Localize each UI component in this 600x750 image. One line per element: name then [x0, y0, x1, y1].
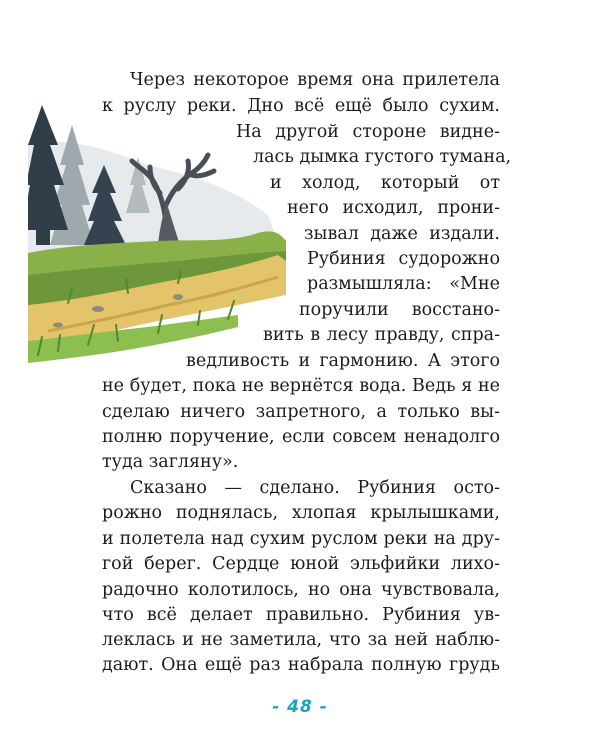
text-line-19: и полетела над сухим руслом реки на дру-	[102, 529, 500, 549]
text-line-14: сделаю ничего запретного, а только вы-	[102, 402, 500, 422]
text-line-5: и холод, который от	[270, 173, 500, 193]
text-line-8: Рубиния судорожно	[307, 249, 500, 269]
text-line-1: Через некоторое время она прилетела	[130, 70, 500, 90]
text-line-2: к руслу реки. Дно всё ещё было сухим.	[102, 96, 500, 116]
text-line-18: рожно поднялась, хлопая крылышками,	[102, 503, 500, 523]
stone	[173, 294, 183, 300]
text-line-9: размышляла: «Мне	[307, 274, 500, 294]
text-line-10: поручили восстано-	[299, 300, 500, 320]
text-line-16: туда загляну».	[102, 452, 239, 472]
text-line-13: не будет, пока не вернётся вода. Ведь я не	[102, 376, 500, 396]
stone	[53, 323, 63, 328]
text-line-15: полню поручение, если совсем ненадолго	[102, 427, 500, 447]
text-line-7: зывал даже издали.	[304, 224, 500, 244]
text-line-22: что всё делает правильно. Рубиния ув-	[102, 605, 500, 625]
text-line-6: него исходил, прони-	[287, 198, 500, 218]
text-line-17: Сказано — сделано. Рубиния осто-	[130, 478, 500, 498]
text-line-12: ведливость и гармонию. А этого	[186, 351, 500, 371]
forest-illustration	[28, 105, 288, 365]
text-line-24: дают. Она ещё раз набрала полную грудь	[102, 655, 500, 675]
stone	[92, 306, 104, 312]
text-line-20: гой берег. Сердце юной эльфийки лихо-	[102, 554, 500, 574]
page-number: - 48 -	[272, 697, 328, 717]
text-line-23: леклась и не заметила, что за ней наблю-	[102, 630, 500, 650]
text-line-4: лась дымка густого тумана,	[253, 147, 512, 167]
text-line-21: радочно колотилось, но она чувствовала,	[102, 580, 500, 600]
text-line-3: На другой стороне видне-	[236, 122, 500, 142]
text-line-11: вить в лесу правду, спра-	[263, 325, 500, 345]
